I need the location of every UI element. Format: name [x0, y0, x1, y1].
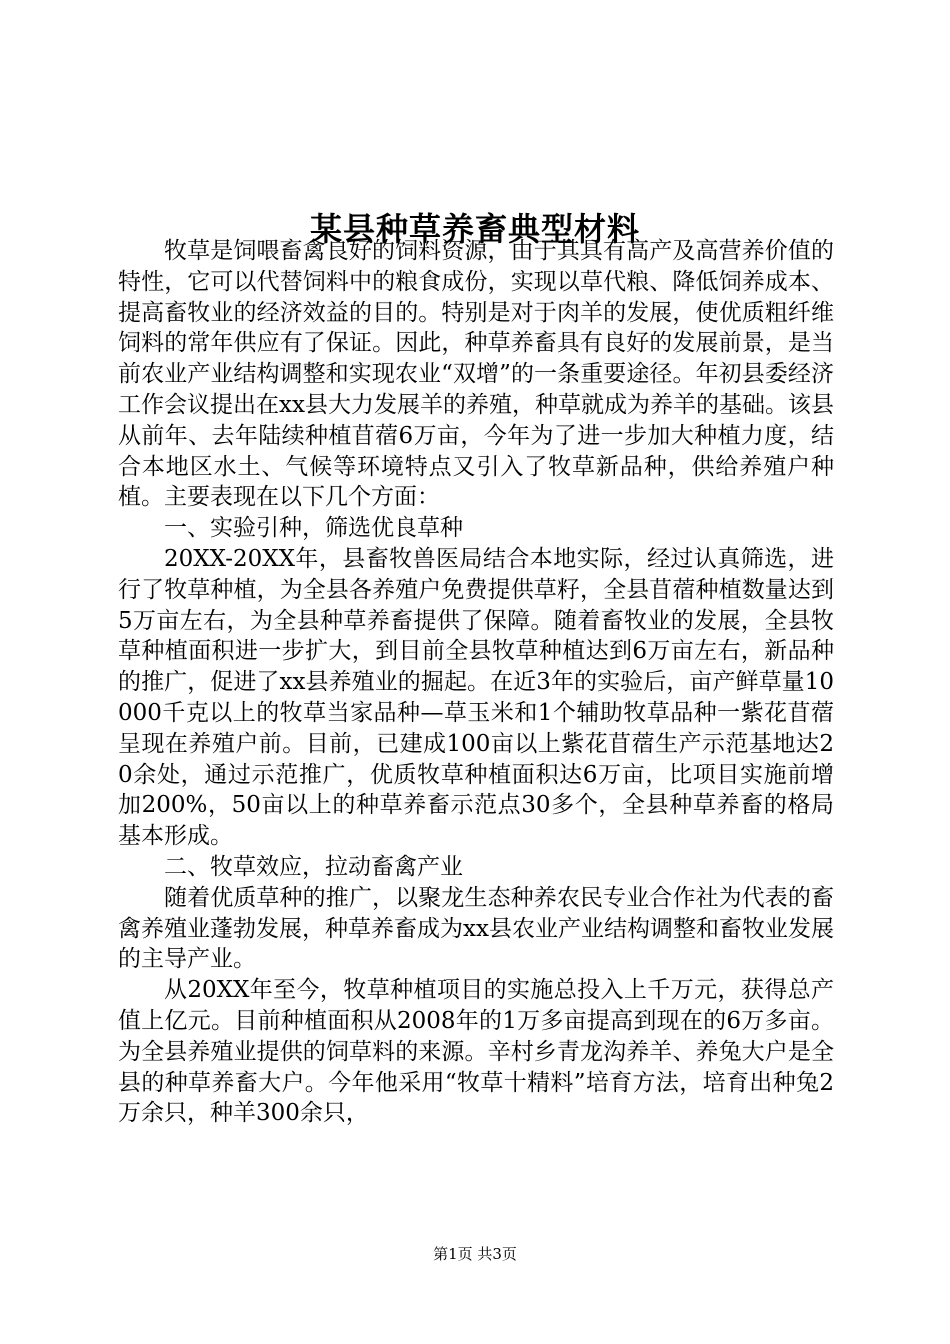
paragraph-section-1: 20XX-20XX年，县畜牧兽医局结合本地实际，经过认真筛选，进行了牧草种植，为全县各养殖户免费提供草籽，全县苜蓿种植数量达到5万亩左右，为全县种草养畜提供了保障。随着畜牧业的发展，全县牧草种植面积进一步扩大，到目前全县牧草种植达到6万亩左右，新品种的推广，促进了xx县养殖业的掘起。在近3年的实验后，亩产鲜草量10000千克以上的牧草当家品种—草玉米和1个辅助牧草品种一紫花苜蓿呈现在养殖户前。目前，已建成100亩以上紫花苜蓿生产示范基地达20余处，通过示范推广，优质牧草种植面积达6万亩，比项目实施前增加200%，50亩以上的种草养畜示范点30多个，全县种草养畜的格局基本形成。 — [118, 545, 834, 850]
section-heading-1: 一、实验引种，筛选优良草种 — [164, 515, 463, 542]
document-body — [118, 236, 834, 1129]
section-heading-2: 二、牧草效应，拉动畜禽产业 — [164, 853, 463, 880]
page-number-footer: 第1页 共3页 — [433, 1245, 517, 1263]
paragraph-intro: 牧草是饲喂畜禽良好的饲料资源，由于其具有高产及高营养价值的特性，它可以代替饲料中的粮食成份，实现以草代粮、降低饲养成本、提高畜牧业的经济效益的目的。特别是对于肉羊的发展，使优质粗纤维饲料的常年供应有了保证。因此，种草养畜具有良好的发展前景，是当前农业产业结构调整和实现农业“双增”的一条重要途径。年初县委经济工作会议提出在xx县大力发展羊的养殖，种草就成为养羊的基础。该县从前年、去年陆续种植苜蓿6万亩，今年为了进一步加大种植力度，结合本地区水土、气候等环境特点又引入了牧草新品种，供给养殖户种植。主要表现在以下几个方面： — [118, 238, 834, 511]
document-title: 某县种草养畜典型材料 — [309, 210, 640, 249]
paragraph-section-2a: 随着优质草种的推广，以聚龙生态种养农民专业合作社为代表的畜禽养殖业蓬勃发展，种草养畜成为xx县农业产业结构调整和畜牧业发展的主导产业。 — [118, 884, 834, 973]
paragraph-section-2b: 从20XX年至今，牧草种植项目的实施总投入上千万元，获得总产值上亿元。目前种植面积从2008年的1万多亩提高到现在的6万多亩。为全县养殖业提供的饲草料的来源。辛村乡青龙沟养羊、养兔大户是全县的种草养畜大户。今年他采用“牧草十精料”培育方法，培育出种兔2万余只，种羊300余只， — [118, 977, 834, 1127]
